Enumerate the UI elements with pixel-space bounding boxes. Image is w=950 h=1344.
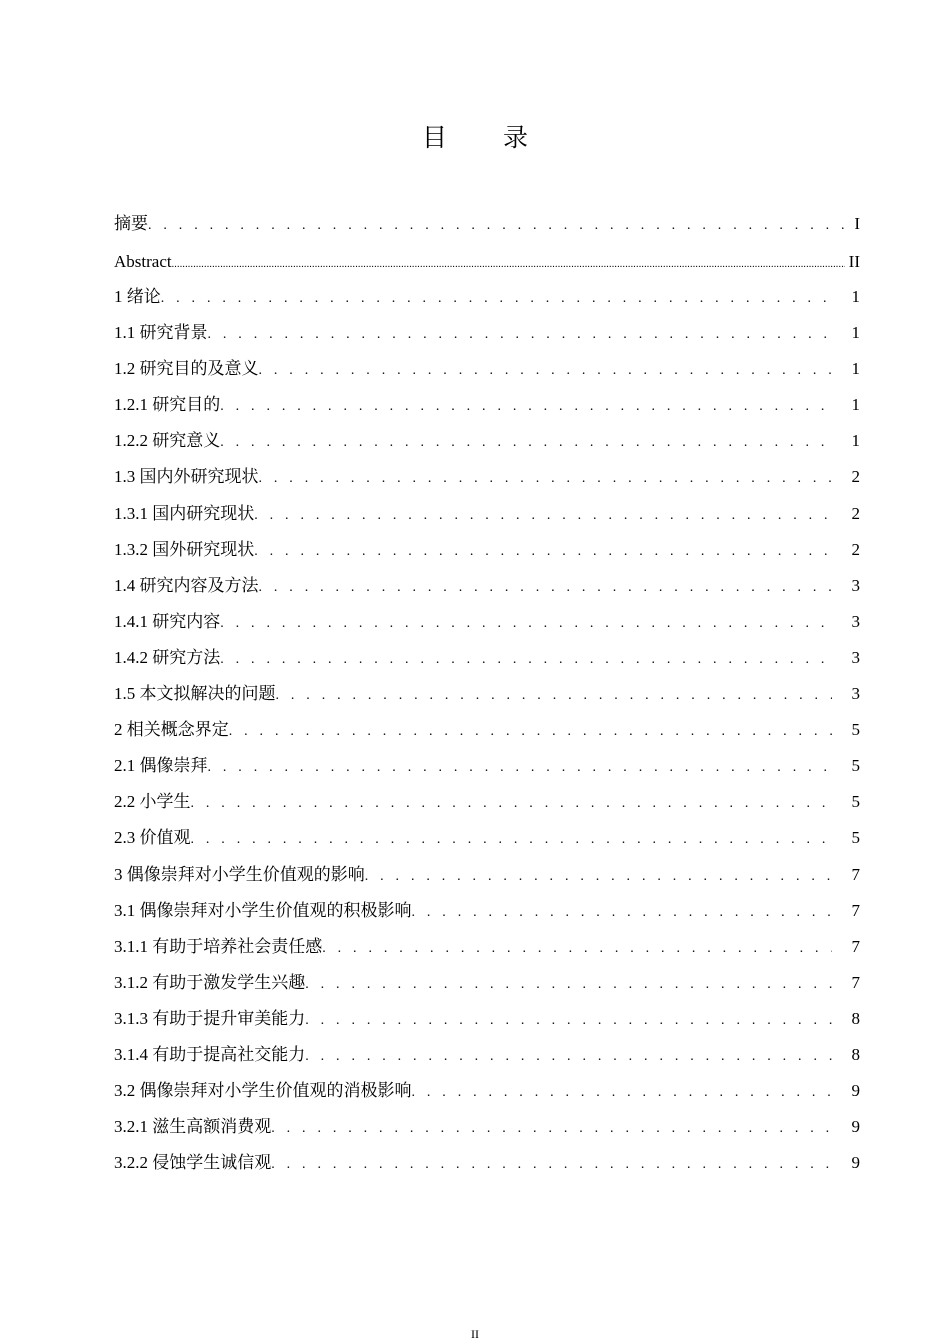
toc-entry-label: 2.2 小学生 <box>114 784 191 820</box>
toc-entry-label: 3.1.4 有助于提高社交能力 <box>114 1037 305 1073</box>
toc-entry-page: II <box>848 252 860 271</box>
toc-entry[interactable] <box>114 1073 860 1109</box>
toc-dot-leader <box>276 678 833 714</box>
toc-entry-abstract-en[interactable] <box>114 244 860 279</box>
toc-entry-page: 2 <box>851 503 860 523</box>
toc-dot-leader <box>305 967 832 1003</box>
toc-entry-label: Abstract <box>114 244 172 280</box>
toc-entry-page: 3 <box>851 611 860 631</box>
toc-dot-leader <box>172 247 845 283</box>
toc-dot-leader <box>412 895 833 931</box>
toc-entry-page: 1 <box>851 287 860 306</box>
toc-entry-label: 3 偶像崇拜对小学生价值观的影响 <box>114 857 365 893</box>
toc-entry[interactable] <box>114 640 860 676</box>
toc-entry-page: 8 <box>851 1044 860 1064</box>
toc-dot-leader <box>229 714 832 750</box>
toc-dot-leader <box>259 461 833 497</box>
toc-entry-label: 3.2.2 侵蚀学生诚信观 <box>114 1145 271 1181</box>
toc-dot-leader <box>208 317 833 353</box>
toc-entry-page: 3 <box>851 684 860 704</box>
toc-entry-page: 2 <box>851 467 860 487</box>
toc-dot-leader <box>365 859 832 895</box>
toc-dot-leader <box>271 1111 832 1147</box>
toc-entry-page: I <box>854 214 860 233</box>
toc-dot-leader <box>259 570 833 606</box>
toc-dot-leader <box>208 750 833 786</box>
toc-entry-label: 1.3 国内外研究现状 <box>114 459 259 495</box>
toc-entry[interactable] <box>114 857 860 893</box>
toc-entry[interactable] <box>114 712 860 748</box>
toc-entry-page: 3 <box>851 647 860 667</box>
toc-entry[interactable] <box>114 496 860 532</box>
toc-entry-label: 2.1 偶像崇拜 <box>114 748 208 784</box>
toc-entry[interactable] <box>114 1145 860 1181</box>
toc-entry[interactable] <box>114 459 860 495</box>
toc-dot-leader <box>148 208 850 244</box>
toc-entry[interactable] <box>114 423 860 459</box>
toc-entry[interactable] <box>114 351 860 387</box>
toc-entry[interactable] <box>114 279 860 315</box>
toc-entry-page: 9 <box>851 1081 860 1101</box>
toc-dot-leader <box>220 425 832 461</box>
toc-dot-leader <box>305 1003 832 1039</box>
toc-entry-page: 7 <box>851 972 860 992</box>
toc-dot-leader <box>191 822 833 858</box>
toc-dot-leader <box>254 534 832 570</box>
toc-entry-page: 5 <box>851 828 860 848</box>
toc-entry-label: 1 绪论 <box>114 279 161 315</box>
toc-dot-leader <box>259 353 833 389</box>
toc-entry-label: 1.4.1 研究内容 <box>114 604 220 640</box>
toc-entry-label: 2 相关概念界定 <box>114 712 229 748</box>
toc-entry-label: 3.1.3 有助于提升审美能力 <box>114 1001 305 1037</box>
toc-entry-page: 8 <box>851 1008 860 1028</box>
toc-entry-page: 7 <box>851 936 860 956</box>
toc-entry-page: 3 <box>851 575 860 595</box>
toc-entry-label: 3.1.1 有助于培养社会责任感 <box>114 929 322 965</box>
toc-entry[interactable] <box>114 929 860 965</box>
toc-entry-page: 1 <box>851 323 860 343</box>
toc-entry-page: 5 <box>851 720 860 740</box>
toc-entry-label: 3.1.2 有助于激发学生兴趣 <box>114 965 305 1001</box>
toc-entry[interactable] <box>114 604 860 640</box>
toc-entry-page: 1 <box>851 431 860 451</box>
toc-entry-label: 1.1 研究背景 <box>114 315 208 351</box>
toc-entry[interactable] <box>114 387 860 423</box>
toc-entry-page: 2 <box>851 539 860 559</box>
toc-dot-leader <box>322 931 832 967</box>
toc-entry[interactable] <box>114 1109 860 1145</box>
toc-entry-label: 1.2.1 研究目的 <box>114 387 220 423</box>
toc-dot-leader <box>254 498 832 534</box>
toc-entry[interactable] <box>114 893 860 929</box>
page-title: 目 录 <box>422 123 552 152</box>
toc-entry[interactable] <box>114 1001 860 1037</box>
toc-dot-leader <box>191 786 833 822</box>
toc-entry-label: 1.3.2 国外研究现状 <box>114 532 254 568</box>
toc-entry-page: 7 <box>851 900 860 920</box>
toc-entry-label: 1.2.2 研究意义 <box>114 423 220 459</box>
toc-entry-label: 3.1 偶像崇拜对小学生价值观的积极影响 <box>114 893 412 929</box>
toc-entry[interactable] <box>114 784 860 820</box>
toc-entry[interactable] <box>114 532 860 568</box>
toc-entry-label: 1.5 本文拟解决的问题 <box>114 676 276 712</box>
toc-entry-label: 1.4.2 研究方法 <box>114 640 220 676</box>
toc-dot-leader <box>305 1039 832 1075</box>
toc-entry-page: 5 <box>851 756 860 776</box>
toc-dot-leader <box>161 281 832 317</box>
toc-entry[interactable] <box>114 820 860 856</box>
toc-dot-leader <box>412 1075 833 1111</box>
toc-entry[interactable] <box>114 676 860 712</box>
toc-entry[interactable] <box>114 568 860 604</box>
toc-dot-leader <box>220 606 832 642</box>
toc-dot-leader <box>271 1147 832 1183</box>
toc-entry-label: 1.2 研究目的及意义 <box>114 351 259 387</box>
toc-entry-label: 1.3.1 国内研究现状 <box>114 496 254 532</box>
toc-entry-page: 7 <box>851 864 860 884</box>
toc-entry-page: 9 <box>851 1117 860 1137</box>
toc-entry-label: 摘要 <box>114 206 148 242</box>
toc-entry-label: 3.2 偶像崇拜对小学生价值观的消极影响 <box>114 1073 412 1109</box>
toc-entry-label: 2.3 价值观 <box>114 820 191 856</box>
toc-entry-page: 9 <box>851 1153 860 1173</box>
toc-dot-leader <box>220 389 832 425</box>
toc-entry-abstract-cn[interactable] <box>114 206 860 244</box>
toc-entry-label: 1.4 研究内容及方法 <box>114 568 259 604</box>
toc-entry[interactable] <box>114 1037 860 1073</box>
toc-entry-label: 3.2.1 滋生高额消费观 <box>114 1109 271 1145</box>
toc-entry-page: 1 <box>851 395 860 415</box>
toc-entry-page: 1 <box>851 359 860 379</box>
toc-entry-page: 5 <box>851 792 860 812</box>
toc-entry[interactable] <box>114 748 860 784</box>
toc-entry[interactable] <box>114 315 860 351</box>
table-of-contents <box>114 206 860 1181</box>
toc-entry[interactable] <box>114 965 860 1001</box>
footer-page-number: II <box>471 1327 479 1341</box>
toc-dot-leader <box>220 642 832 678</box>
